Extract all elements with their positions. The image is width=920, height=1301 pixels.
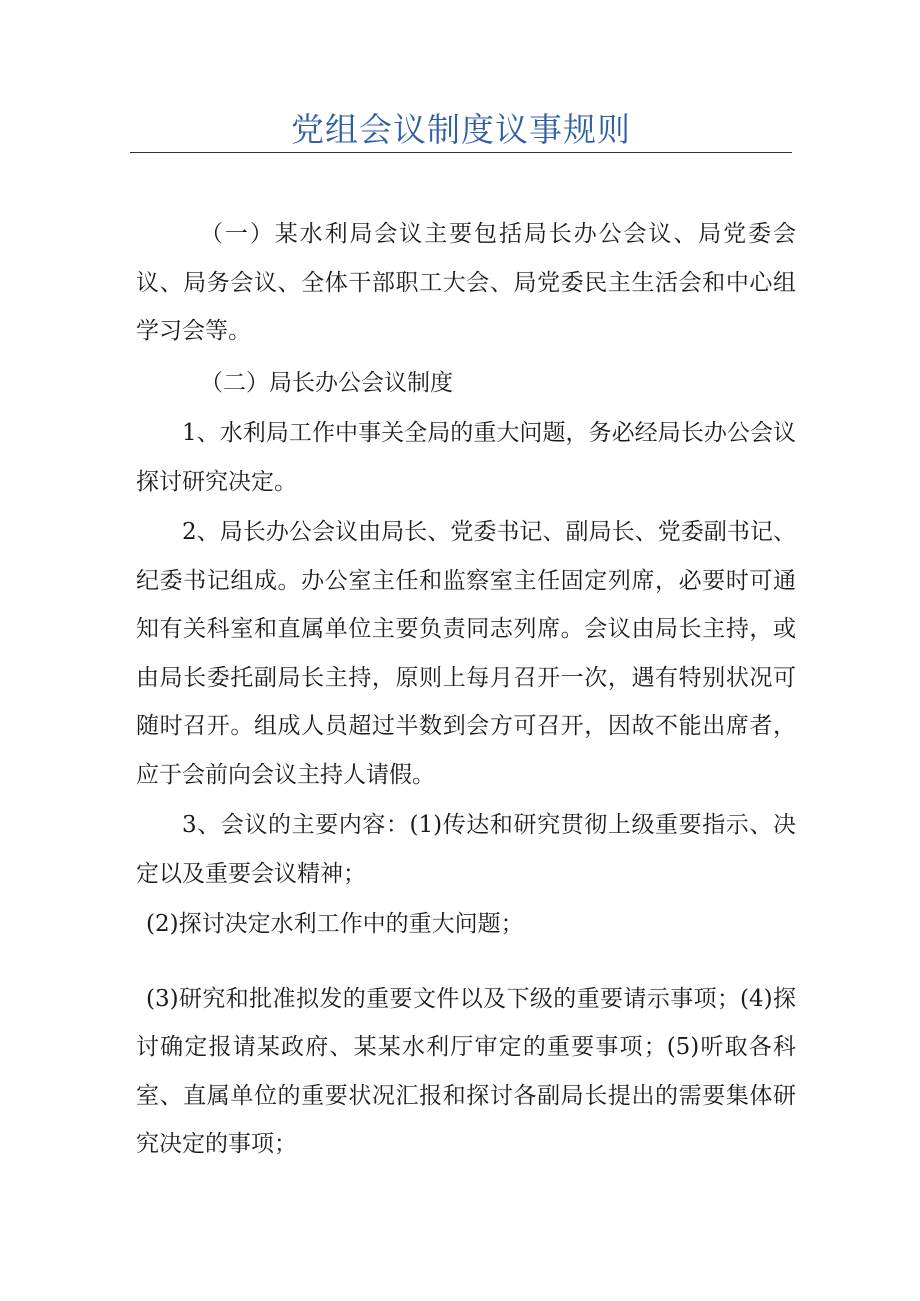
- heading-director-meeting-system: （二）局长办公会议制度: [200, 369, 453, 396]
- paragraph-meeting-types: （一）某水利局会议主要包括局长办公会议、局党委会议、局务会议、全体干部职工大会、局党委民主生活会和中心组学习会等。: [136, 221, 796, 344]
- document-title: 党组会议制度议事规则: [291, 110, 631, 149]
- paragraph-item-1: 1、水利局工作中事关全局的重大问题，务必经局长办公会议探讨研究决定。: [136, 420, 796, 495]
- document-body: [136, 210, 796, 1169]
- paragraph-subitem-2: (2)探讨决定水利工作中的重大问题；: [146, 911, 524, 937]
- paragraph-item-2: 2、局长办公会议由局长、党委书记、副局长、党委副书记、纪委书记组成。办公室主任和监察室主任固定列席，必要时可通知有关科室和直属单位主要负责同志列席。会议由局长主持，或由局长委托副局长主持，原则上每月召开一次，遇有特别状况可随时召开。组成人员超过半数到会方可召开，因故不能出席者，应于会前向会议主持人请假。: [136, 519, 796, 788]
- paragraph-subitems-3-5: (3)研究和批准拟发的重要文件以及下级的重要请示事项；(4)探讨确定报请某政府、某某水利厅审定的重要事项；(5)听取各科室、直属单位的重要状况汇报和探讨各副局长提出的需要集体研究决定的事项；: [136, 985, 796, 1157]
- paragraph-item-3: 3、会议的主要内容：(1)传达和研究贯彻上级重要指示、决定以及重要会议精神；: [136, 812, 796, 887]
- title-underline: [130, 152, 792, 153]
